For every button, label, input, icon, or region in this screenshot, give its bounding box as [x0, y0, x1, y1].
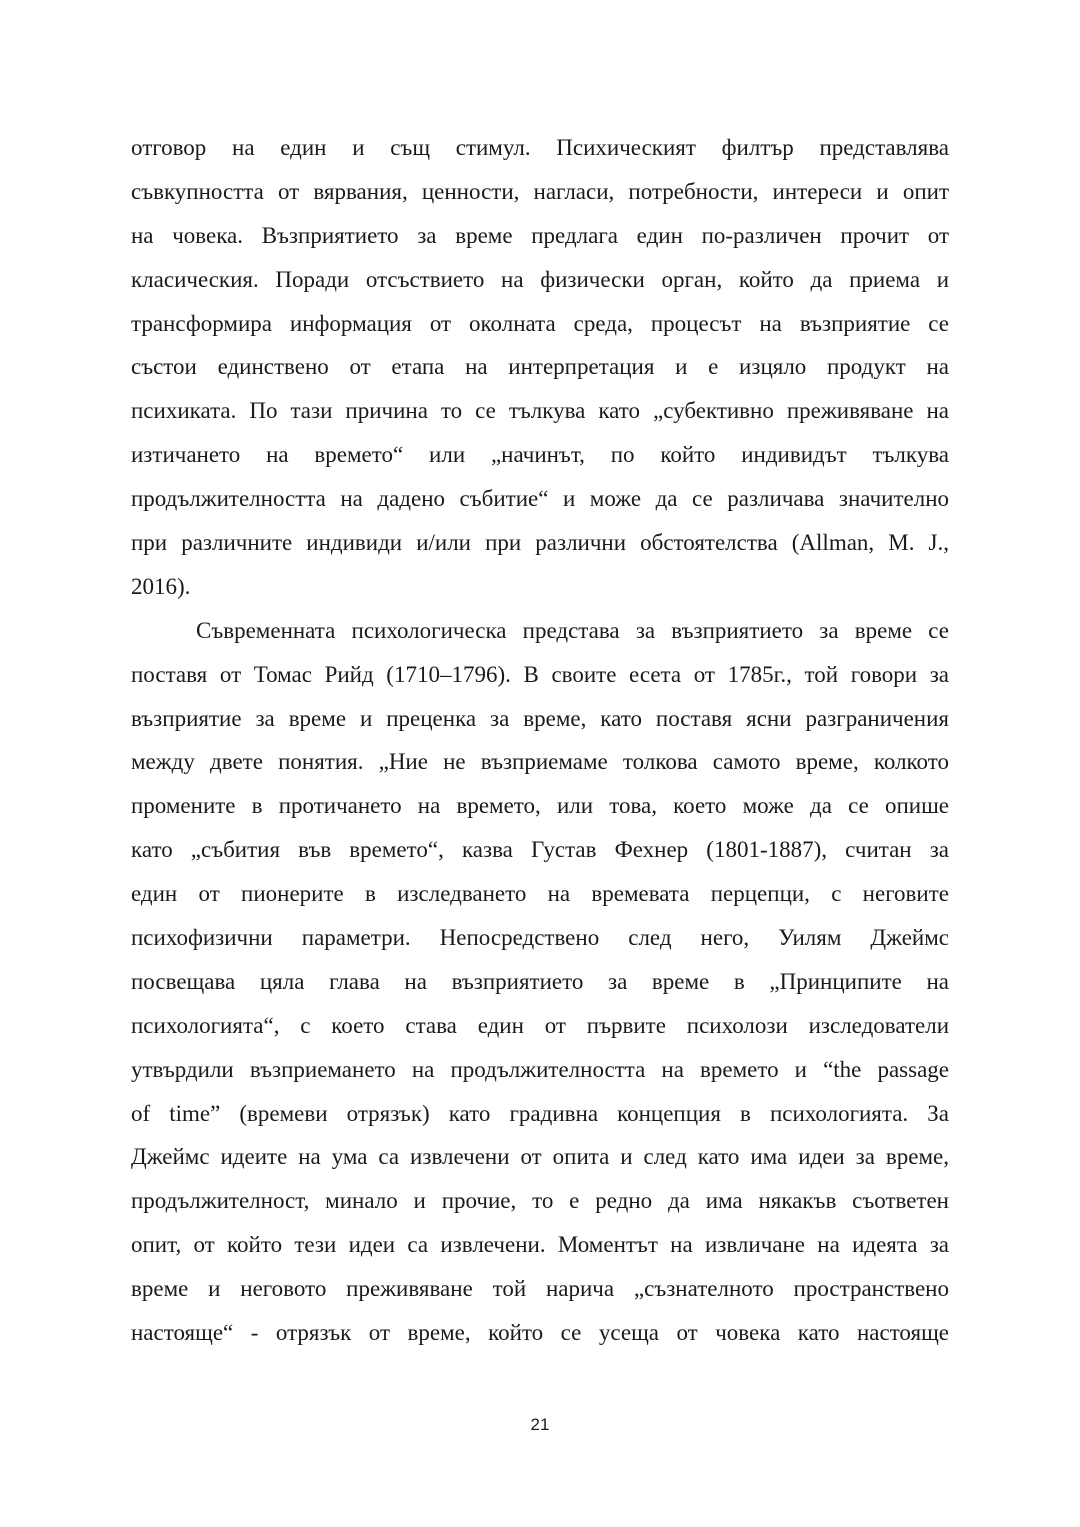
text-line: опит, от който тези идеи са извлечени. Моментът на извличане на идеята за: [131, 1232, 949, 1258]
text-line: настояще“ - отрязък от време, който се усеща от човека като настояще: [131, 1320, 949, 1346]
text-line: при различните индивиди и/или при различни обстоятелства (Allman, M. J.,: [131, 530, 949, 556]
page-number: 21: [530, 1415, 550, 1434]
paragraph-2: [131, 609, 949, 1355]
text-line: съвкупността от вярвания, ценности, нагласи, потребности, интереси и опит: [131, 178, 949, 204]
text-line: of time” (времеви отрязък) като градивна концепция в психологията. За: [131, 1100, 949, 1126]
text-line: Джеймс идеите на ума са извлечени от опита и след като има идеи за време,: [131, 1144, 949, 1170]
text-line: на човека. Възприятието за време предлага един по-различен прочит от: [131, 222, 949, 248]
body-text: [131, 126, 949, 1355]
text-line: психиката. По тази причина то се тълкува като „субективно преживяване на: [131, 398, 949, 424]
text-line: психофизични параметри. Непосредствено след него, Уилям Джеймс: [131, 925, 949, 951]
text-line: време и неговото преживяване той нарича „съзнателното пространствено: [131, 1276, 949, 1302]
text-line: състои единствено от етапа на интерпретация и е изцяло продукт на: [131, 354, 949, 380]
text-line: психологията“, с което става един от първите психолози изследователи: [131, 1012, 949, 1038]
text-line: класическия. Поради отсъствието на физически орган, който да приема и: [131, 266, 949, 292]
paragraph-1: [131, 126, 949, 609]
text-line: продължителност, минало и прочие, то е редно да има някакъв съответен: [131, 1188, 949, 1214]
text-line-last: 2016).: [131, 573, 191, 599]
text-line: като „събития във времето“, казва Густав Фехнер (1801-1887), считан за: [131, 837, 949, 863]
text-line: изтичането на времето“ или „начинът, по който индивидът тълкува: [131, 442, 949, 468]
text-line: един от пионерите в изследването на времевата перцепци, с неговите: [131, 881, 949, 907]
text-line: трансформира информация от околната среда, процесът на възприятие се: [131, 310, 949, 336]
text-line-indented: Съвременната психологическа представа за възприятието за време се: [196, 617, 949, 643]
text-line: поставя от Томас Рийд (1710–1796). В своите есета от 1785г., той говори за: [131, 661, 949, 687]
text-line: продължителността на дадено събитие“ и може да се различава значително: [131, 486, 949, 512]
text-line: между двете понятия. „Ние не възприемаме толкова самото време, колкото: [131, 749, 949, 775]
text-line: утвърдили възприемането на продължителността на времето и “the passage: [131, 1056, 949, 1082]
text-line: отговор на един и същ стимул. Психическият филтър представлява: [131, 135, 949, 160]
text-line: посвещава цяла глава на възприятието за време в „Принципите на: [131, 968, 949, 994]
text-line: възприятие за време и преценка за време, като поставя ясни разграничения: [131, 705, 949, 731]
text-line: промените в протичането на времето, или това, което може да се опише: [131, 793, 949, 819]
